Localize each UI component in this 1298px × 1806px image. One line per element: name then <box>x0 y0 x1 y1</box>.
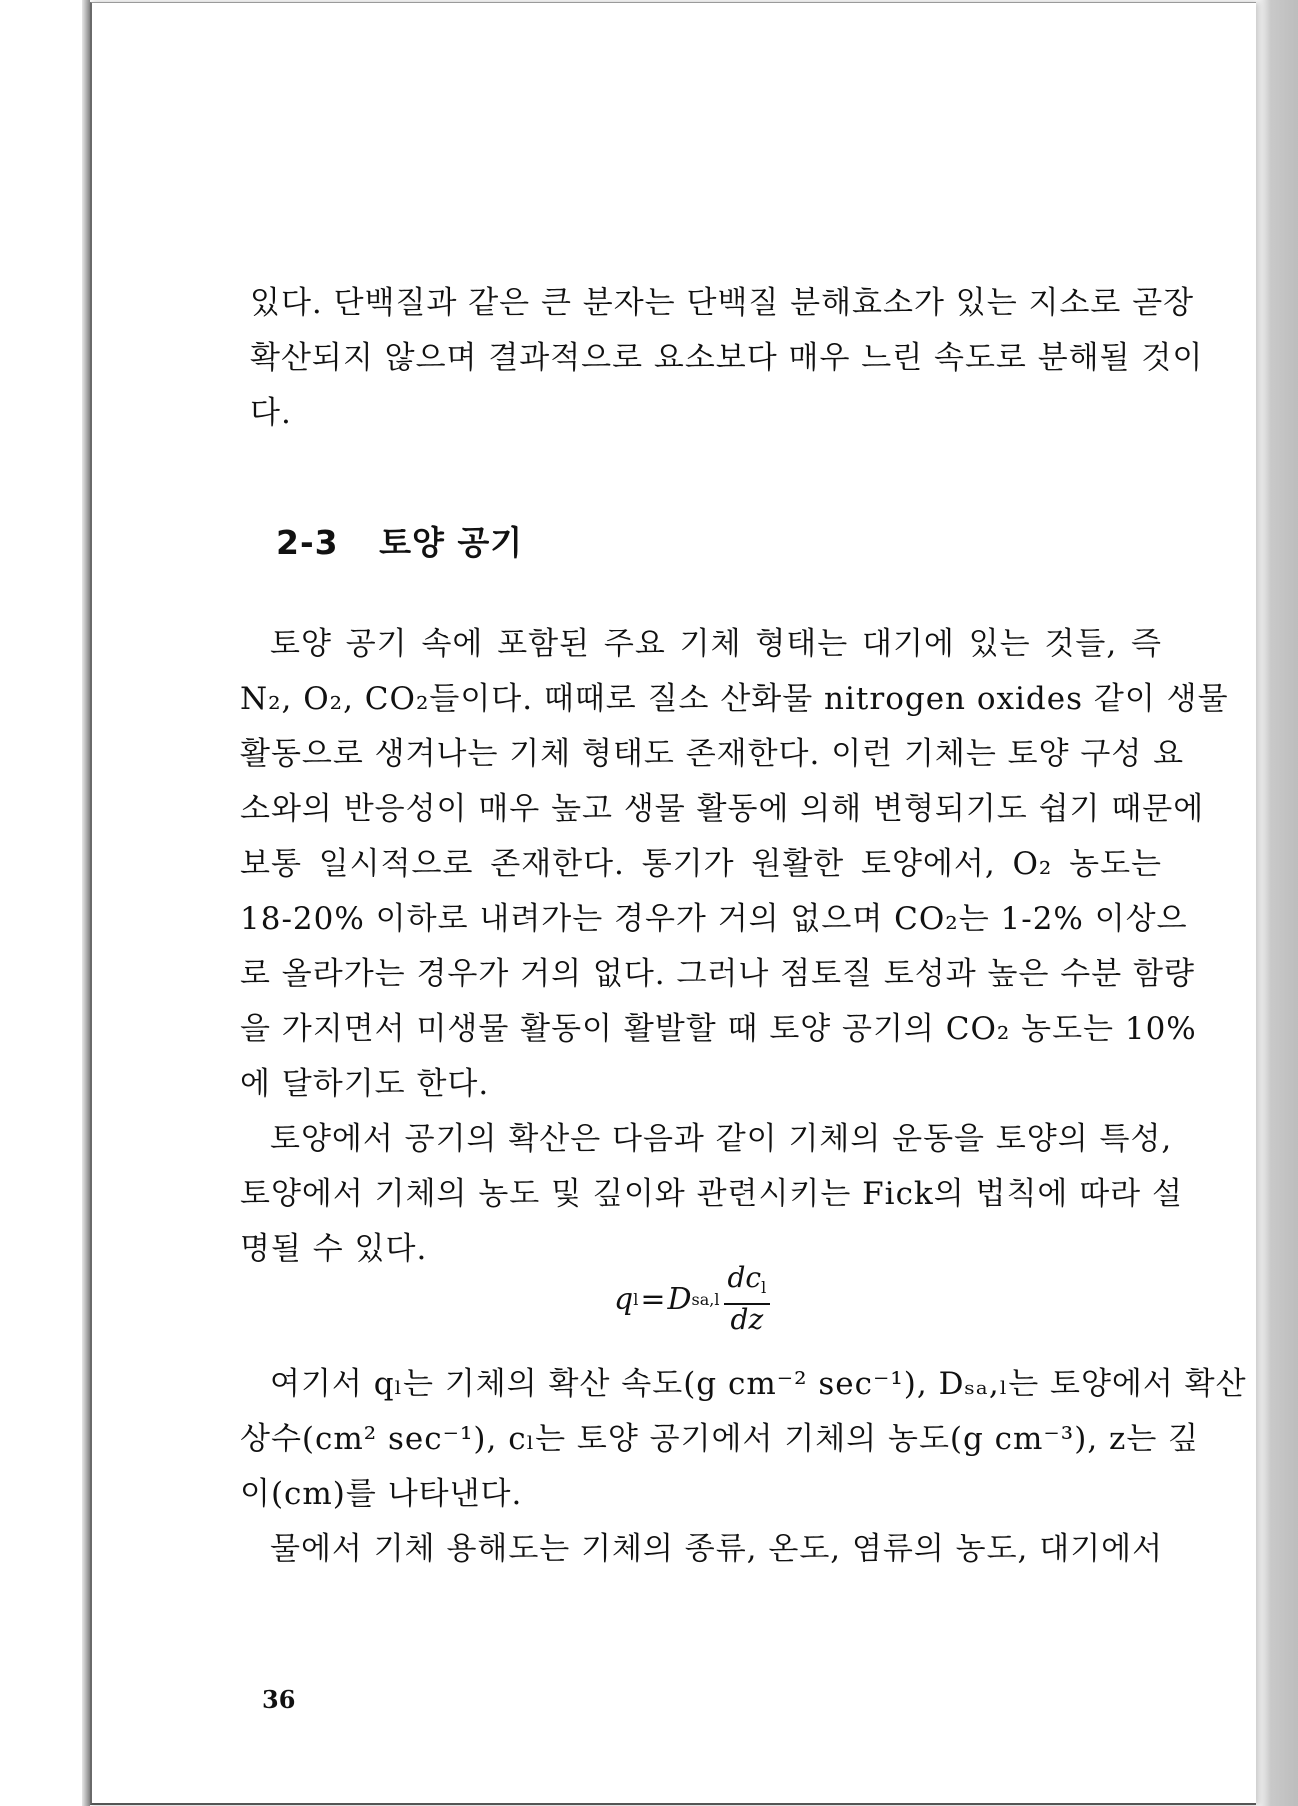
text-line: 상수(cm² sec⁻¹), cₗ는 토양 공기에서 기체의 농도(g cm⁻³), z는 깊 <box>240 1421 1200 1457</box>
page-edge-shadow <box>82 0 90 1806</box>
text-line: 명될 수 있다. <box>240 1231 428 1267</box>
text-line: 다. <box>250 395 292 431</box>
text-line: 18-20% 이하로 내려가는 경우가 거의 없으며 CO₂는 1-2% 이상으 <box>240 901 1188 937</box>
formula-coef-sub: sa,l <box>691 1289 720 1309</box>
text-line: N₂, O₂, CO₂들이다. 때때로 질소 산화물 nitrogen oxides 같이 생물 <box>240 681 1229 717</box>
text-line: 보통 일시적으로 존재한다. 통기가 원활한 토양에서, O₂ 농도는 <box>240 846 1162 882</box>
formula-lhs: q <box>614 1281 634 1317</box>
body-paragraphs <box>240 617 1229 1277</box>
text-line: 활동으로 생겨나는 기체 형태도 존재한다. 이런 기체는 토양 구성 요 <box>240 736 1185 772</box>
text-line: 을 가지면서 미생물 활동이 활발할 때 토양 공기의 CO₂ 농도는 10% <box>240 1011 1197 1047</box>
formula-fraction <box>724 1263 771 1335</box>
formula-equals: = <box>640 1281 666 1317</box>
numerator-text: dc <box>727 1261 762 1294</box>
formula-denominator: dz <box>730 1303 764 1336</box>
after-formula-paragraphs <box>240 1357 1247 1577</box>
text-line: 토양에서 공기의 확산은 다음과 같이 기체의 운동을 토양의 특성, <box>270 1121 1173 1157</box>
text-line: 소와의 반응성이 매우 높고 생물 활동에 의해 변형되기도 쉽기 때문에 <box>240 791 1205 827</box>
text-line: 있다. 단백질과 같은 큰 분자는 단백질 분해효소가 있는 지소로 곧장 <box>250 285 1195 321</box>
formula-lhs-sub: l <box>633 1289 639 1309</box>
formula-coef: D <box>667 1281 692 1317</box>
page-number: 36 <box>262 1685 296 1714</box>
formula-numerator <box>724 1263 771 1305</box>
text-line: 확산되지 않으며 결과적으로 요소보다 매우 느린 속도로 분해될 것이 <box>250 340 1204 376</box>
fick-law-formula <box>614 1263 770 1335</box>
text-line: 여기서 qₗ는 기체의 확산 속도(g cm⁻² sec⁻¹), Dₛₐ,ₗ는 토양에서 확산 <box>270 1366 1247 1402</box>
text-line: 토양에서 기체의 농도 및 깊이와 관련시키는 Fick의 법칙에 따라 설 <box>240 1176 1183 1212</box>
intro-paragraph <box>250 276 1204 441</box>
section-title: 토양 공기 <box>379 523 524 562</box>
text-line: 토양 공기 속에 포함된 주요 기체 형태는 대기에 있는 것들, 즉 <box>270 626 1162 662</box>
text-line: 로 올라가는 경우가 거의 없다. 그러나 점토질 토성과 높은 수분 함량 <box>240 956 1195 992</box>
right-gutter <box>1256 0 1298 1806</box>
section-heading <box>276 517 523 564</box>
text-line: 물에서 기체 용해도는 기체의 종류, 온도, 염류의 농도, 대기에서 <box>270 1531 1164 1567</box>
section-number: 2-3 <box>276 523 339 562</box>
text-line: 이(cm)를 나타낸다. <box>240 1476 523 1512</box>
numerator-sub: l <box>761 1278 767 1297</box>
text-line: 에 달하기도 한다. <box>240 1066 490 1102</box>
